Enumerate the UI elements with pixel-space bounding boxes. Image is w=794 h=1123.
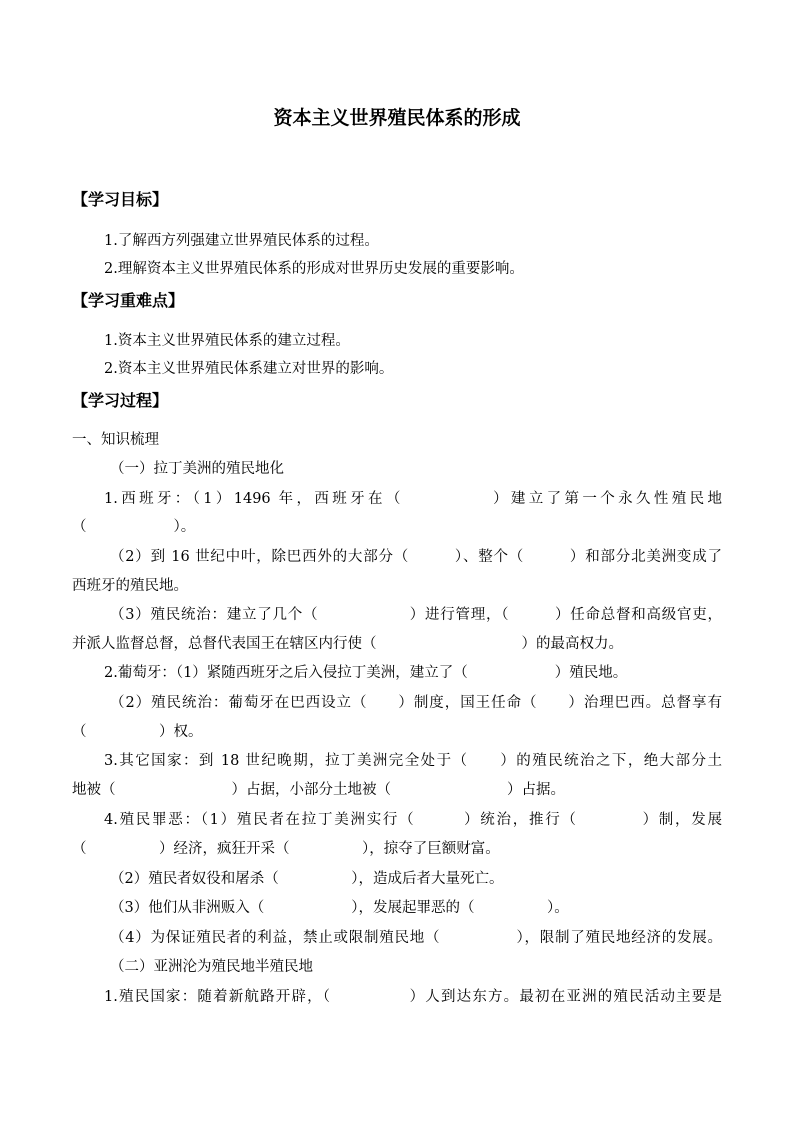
process-line-subheading: （二）亚洲沦为殖民地半殖民地 [110, 959, 313, 975]
key-point-item: 2.资本主义世界殖民体系建立对世界的影响。 [104, 361, 394, 377]
process-line: （2）殖民者奴役和屠杀（ ），造成后者大量死亡。 [110, 871, 504, 887]
section-heading-objectives: 【学习目标】 [72, 190, 169, 209]
process-line: （ ）权。 [72, 724, 203, 740]
objective-item: 1.了解西方列强建立世界殖民体系的过程。 [104, 233, 379, 249]
key-point-item: 1.资本主义世界殖民体系的建立过程。 [104, 333, 350, 349]
process-line: 1.殖民国家：随着新航路开辟，（ ）人到达东方。最初在亚洲的殖民活动主要是 [104, 989, 722, 1005]
process-line: 3.其它国家：到 18 世纪晚期，拉丁美洲完全处于（ ）的殖民统治之下，绝大部分土 [104, 753, 722, 769]
process-line: 4.殖民罪恶：（1）殖民者在拉丁美洲实行（ ）统治，推行（ ）制，发展 [104, 812, 722, 828]
process-line: 西班牙的殖民地。 [72, 578, 188, 594]
process-line: 并派人监督总督，总督代表国王在辖区内行使（ ）的最高权力。 [72, 636, 623, 652]
process-line: （3）殖民统治：建立了几个（ ）进行管理，（ ）任命总督和高级官吏， [110, 607, 722, 623]
process-line: （ ）经济，疯狂开采（ ），掠夺了巨额财富。 [72, 841, 500, 857]
process-line: （2）到 16 世纪中叶，除巴西外的大部分（ ）、整个（ ）和部分北美洲变成了 [110, 549, 722, 565]
section-heading-process: 【学习过程】 [72, 391, 169, 410]
process-line: 2.葡萄牙：（1）紧随西班牙之后入侵拉丁美洲，建立了（ ）殖民地。 [104, 665, 628, 681]
process-line-subheading: （一）拉丁美洲的殖民地化 [110, 461, 284, 477]
document-title: 资本主义世界殖民体系的形成 [273, 107, 521, 129]
objective-item: 2.理解资本主义世界殖民体系的形成对世界历史发展的重要影响。 [104, 261, 524, 277]
process-line: 地被（ ）占据，小部分土地被（ ）占据。 [72, 782, 565, 798]
process-line: （3）他们从非洲贩入（ ），发展起罪恶的（ ）。 [110, 900, 569, 916]
process-line: 1.西班牙：（1）1496 年，西班牙在（ ）建立了第一个永久性殖民地 [104, 491, 722, 507]
process-line: （ ）。 [72, 519, 196, 535]
process-line: （2）殖民统治：葡萄牙在巴西设立（ ）制度，国王任命（ ）治理巴西。总督享有 [110, 695, 722, 711]
process-line-knowledge-review: 一、知识梳理 [72, 432, 159, 448]
section-heading-key-points: 【学习重难点】 [72, 291, 185, 310]
process-line: （4）为保证殖民者的利益，禁止或限制殖民地（ ），限制了殖民地经济的发展。 [110, 930, 722, 946]
